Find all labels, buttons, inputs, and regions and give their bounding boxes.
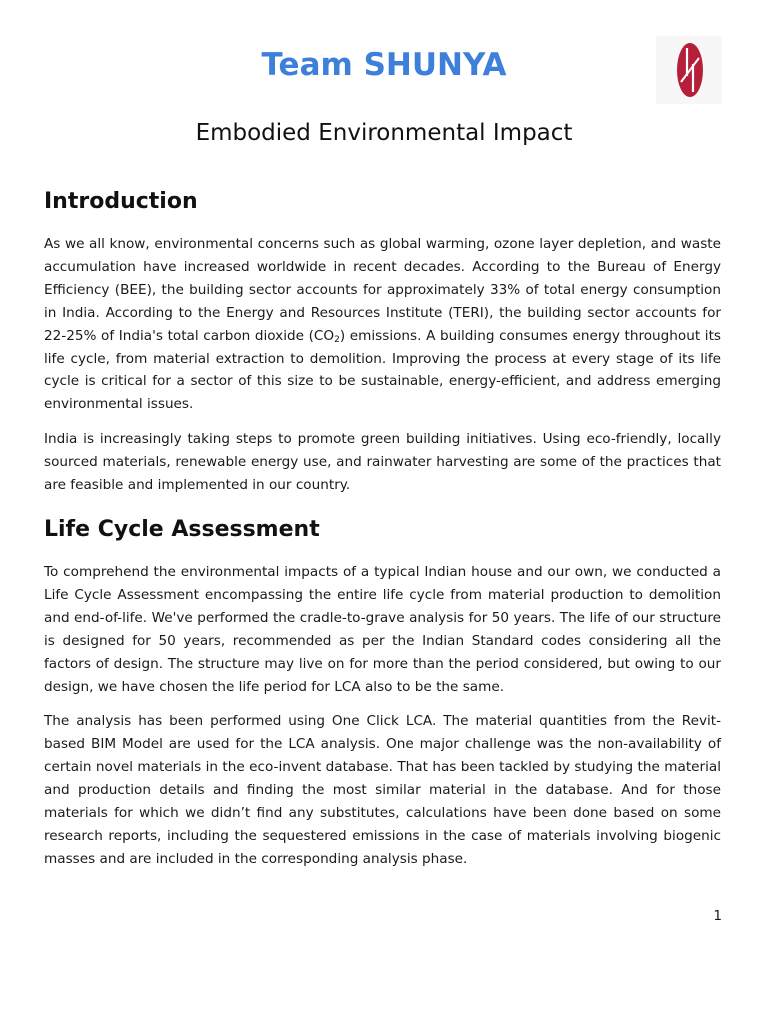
lca-paragraph-1: To comprehend the environmental impacts of a typical Indian house and our own, we conducted a Life Cycle Assessment encompassing the entire life cycle from material production to demolition and end-of-life. We've performed the cradle-to-grave analysis for 50 years. The life of our structure is designed for 50 years, recommended as per the Indian Standard codes considering all the factors of design. The structure may live on for more than the period considered, but owing to our design, we have chosen the life period for LCA also to be the same. <box>44 563 721 695</box>
document-body <box>44 185 721 883</box>
co2-subscript: 2 <box>334 334 340 345</box>
introduction-p1-text-b: ) emissions. A building consumes energy throughout its life cycle, from material extraction to demolition. Improving the process at every stage of its life cycle is critical for a sector of this size to be sustainable, energy-efficient, and address emerging environmental issues. <box>44 327 721 413</box>
introduction-paragraph-1 <box>44 233 721 416</box>
introduction-p1-text-a: As we all know, environmental concerns such as global warming, ozone layer depletion, and waste accumulation have increased worldwide in recent decades. According to the Bureau of Energy Efficiency (BEE), the building sector accounts for approximately 33% of total energy consumption in India. According to the Energy and Resources Institute (TERI), the building sector accounts for 22-25% of India's total carbon dioxide (CO <box>44 236 721 344</box>
lca-paragraph-2: The analysis has been performed using One Click LCA. The material quantities from the Revit-based BIM Model are used for the LCA analysis. One major challenge was the non-availability of certain novel materials in the eco-invent database. That has been tackled by studying the material and production details and finding the most similar material in the database. And for those materials for which we didn’t find any substitutes, calculations have been done based on some research reports, including the sequestered emissions in the case of materials involving biogenic masses and are included in the corresponding analysis phase. <box>44 713 721 867</box>
lca-heading: Life Cycle Assessment <box>44 516 320 542</box>
team-title: Team SHUNYA <box>261 47 507 83</box>
introduction-heading: Introduction <box>44 189 198 214</box>
page-number: 1 <box>713 908 722 924</box>
document-subtitle: Embodied Environmental Impact <box>195 120 573 146</box>
introduction-paragraph-2: India is increasingly taking steps to promote green building initiatives. Using eco-friendly, locally sourced materials, renewable energy use, and rainwater harvesting are some of the practices that are feasible and implemented in our country. <box>44 431 721 494</box>
